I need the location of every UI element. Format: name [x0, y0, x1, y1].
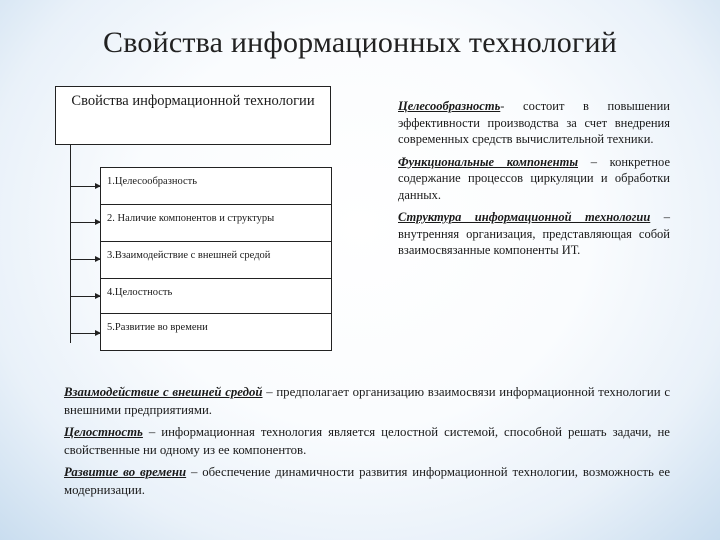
- diagram-item-2: 2. Наличие компонентов и структуры: [100, 204, 332, 241]
- definition-structure: [376, 209, 670, 259]
- definitions-right: [376, 98, 670, 265]
- term-structure: Структура информационной технологии: [398, 210, 651, 224]
- diagram-head-box: Свойства информационной технологии: [55, 86, 331, 145]
- diagram-item-5: 5.Развитие во времени: [100, 313, 332, 351]
- term-expediency: Целесообразность: [398, 99, 501, 113]
- arrow-icon: [70, 222, 100, 223]
- definition-integrity: [42, 424, 670, 459]
- diagram-item-1: 1.Целесообразность: [100, 167, 332, 204]
- definition-expediency: [376, 98, 670, 148]
- definitions-bottom: [42, 384, 670, 504]
- term-integrity: Целостность: [64, 425, 143, 439]
- arrow-icon: [70, 296, 100, 297]
- text-interaction: – предполагает организацию взаимосвязи информационной технологии с внешними предприятиями.: [64, 385, 670, 417]
- text-structure: – внутренняя организация, представляющая собой взаимосвязанные компоненты ИТ.: [398, 210, 670, 257]
- slide-title: Свойства информационных технологий: [103, 26, 617, 59]
- arrow-icon: [70, 333, 100, 334]
- diagram-connector-line: [70, 145, 71, 343]
- diagram-item-4: 4.Целостность: [100, 278, 332, 315]
- arrow-icon: [70, 259, 100, 260]
- term-development: Развитие во времени: [64, 465, 187, 479]
- text-integrity: – информационная технология является целостной системой, способной решать задачи, не свойственные ни одному из ее компонентов.: [64, 425, 670, 457]
- term-components: Функциональные компоненты: [398, 154, 578, 169]
- text-components: – конкретное содержание процессов циркуляции и обработки данных.: [398, 154, 670, 202]
- definition-development: [42, 464, 670, 499]
- term-interaction: Взаимодействие с внешней средой: [64, 385, 263, 399]
- text-expediency: - состоит в повышении эффективности производства за счет внедрения современных средств вычислительной техники.: [398, 99, 670, 146]
- diagram-item-3: 3.Взаимодействие с внешней средой: [100, 241, 332, 278]
- definition-components: [376, 154, 670, 204]
- definition-interaction: [42, 384, 670, 419]
- arrow-icon: [70, 186, 100, 187]
- text-development: – обеспечение динамичности развития информационной технологии, возможность ее модернизации.: [64, 465, 671, 497]
